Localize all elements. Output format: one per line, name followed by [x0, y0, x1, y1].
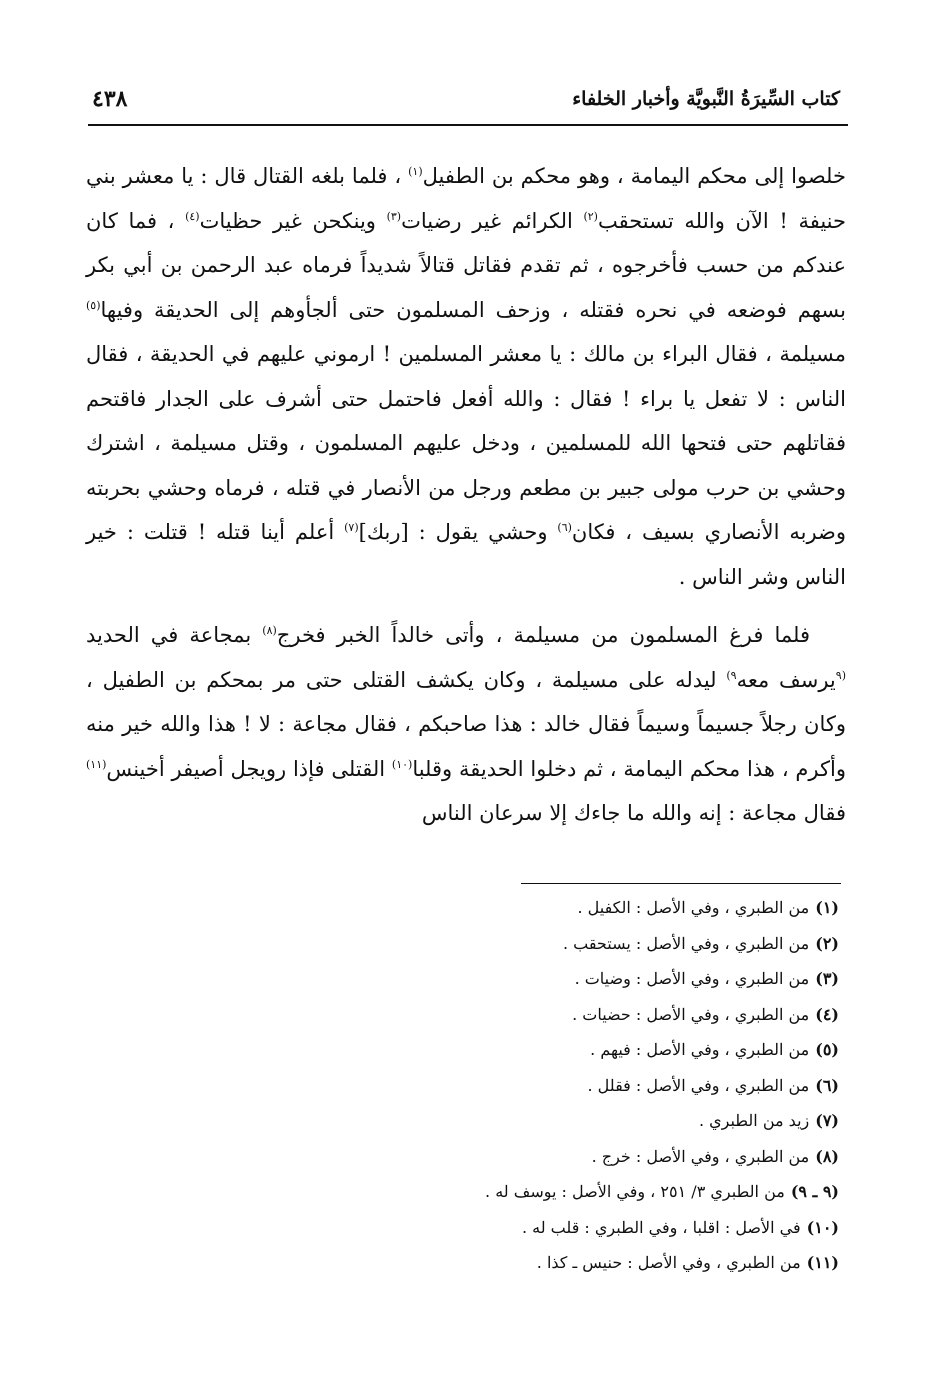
- footnote-number: (١٠): [806, 1217, 839, 1237]
- text-run: خلصوا إلى محكم اليمامة ، وهو محكم بن الطفيل: [422, 164, 846, 188]
- footnote: [279, 961, 839, 997]
- text-run: أعلم أينا قتله ! قتلت : خير الناس وشر الناس .: [86, 520, 846, 589]
- book-title: كتاب السِّيرَةُ النَّبويَّة وأخبار الخلفاء: [572, 88, 840, 110]
- header-rule: [88, 124, 848, 126]
- footnote: [279, 1032, 839, 1068]
- footnote-marker: (٦): [557, 521, 572, 534]
- text-run: القتلى فإذا رويجل أصيفر أخينس: [106, 756, 392, 781]
- footnote: [279, 1245, 839, 1281]
- main-text: [86, 154, 846, 836]
- footnote: [279, 926, 839, 962]
- text-run: يرسف معه: [736, 667, 836, 692]
- footnote-marker: (٨): [262, 624, 277, 637]
- footnote-text: في الأصل : اقلبا ، وفي الطبري : قلب له .: [521, 1217, 801, 1237]
- footnote-text: من الطبري ، وفي الأصل : وضيات .: [574, 969, 810, 988]
- footnote-marker: ٩): [726, 668, 737, 682]
- page-number: ٤٣٨: [92, 86, 128, 112]
- footnote: [279, 1068, 839, 1104]
- footnote-text: من الطبري ، وفي الأصل : الكفيل .: [577, 898, 810, 917]
- footnote-text: من الطبري ٣/ ٢٥١ ، وفي الأصل : يوسف له .: [485, 1182, 785, 1201]
- footnote: [279, 1210, 839, 1246]
- footnote: [279, 890, 839, 926]
- footnotes-list: [279, 890, 839, 1281]
- paragraph: [86, 613, 846, 836]
- footnote: [279, 1103, 839, 1139]
- footnote-marker: (٥): [86, 298, 101, 312]
- footnote-rule: [521, 883, 841, 884]
- text-run: ، فما كان عندكم من حسب فأخرجوه ، ثم تقدم فقاتل قتالاً شديداً فرماه عبد الرحمن بن أبي بكر بسهم فوضعه في نحره فقتله ، وزحف المسلمون حتى ألجأوهم إلى الحديقة وفيها: [86, 208, 846, 322]
- footnote-marker: (١٠): [391, 757, 413, 771]
- footnote-number: (٥): [815, 1040, 839, 1059]
- text-run: وحشي يقول : [ربك]: [358, 520, 558, 544]
- paragraph: [86, 154, 846, 599]
- footnote-marker: (٤): [185, 209, 200, 223]
- footnote-marker: (٩: [835, 668, 846, 682]
- footnote-number: (٨): [815, 1146, 839, 1166]
- footnote-marker: (٧): [344, 521, 359, 534]
- footnote-number: (٧): [815, 1111, 839, 1130]
- text-run: ليدله على مسيلمة ، وكان يكشف القتلى حتى مر بمحكم بن الطفيل ، وكان رجلاً جسيماً وسيماً فقال خالد : هذا صاحبكم ، فقال مجاعة : لا ! هذا والله خير منه وأكرم ، هذا محكم اليمامة ، ثم دخلوا الحديقة وقلبا: [86, 667, 846, 781]
- footnote-marker: (٢): [583, 209, 598, 223]
- footnote-number: (١١): [806, 1253, 839, 1272]
- footnote-text: من الطبري ، وفي الأصل : حنيس ـ كذا .: [536, 1253, 801, 1272]
- footnote-number: (٦): [815, 1075, 839, 1095]
- footnote-number: (٣): [815, 969, 839, 988]
- footnote: [279, 997, 839, 1033]
- footnote-number: (٤): [815, 1004, 839, 1024]
- footnote: [279, 1174, 839, 1210]
- footnote-text: من الطبري ، وفي الأصل : فيهم .: [590, 1040, 810, 1059]
- footnote-text: من الطبري ، وفي الأصل : خرج .: [591, 1146, 810, 1166]
- footnote-number: (٩ ـ ٩): [790, 1182, 839, 1201]
- footnote-marker: (١): [408, 165, 423, 178]
- running-header: [88, 86, 848, 124]
- footnote-marker: (١١): [86, 757, 107, 771]
- text-run: ، فلما بلغه القتال قال : يا معشر بني حنيفة ! الآن والله تستحقب: [86, 164, 847, 233]
- text-run: فقال مجاعة : إنه والله ما جاءك إلا سرعان الناس: [421, 801, 846, 825]
- text-run: الكرائم غير رضيات: [401, 208, 584, 233]
- footnote-text: من الطبري ، وفي الأصل : فقلل .: [587, 1075, 810, 1095]
- text-run: بمجاعة في الحديد: [86, 623, 263, 647]
- footnote-text: من الطبري ، وفي الأصل : يستحقب .: [562, 933, 810, 953]
- text-run: فلما فرغ المسلمون من مسيلمة ، وأتى خالداً الخبر فخرج: [276, 623, 811, 647]
- footnote: [279, 1139, 839, 1175]
- footnote-number: (١): [815, 898, 839, 917]
- footnote-number: (٢): [815, 933, 839, 953]
- text-run: وينكحن غير حظيات: [199, 208, 387, 233]
- text-run: مسيلمة ، فقال البراء بن مالك : يا معشر المسلمين ! ارموني عليهم في الحديقة ، فقال الناس : لا تفعل يا براء ! فقال : والله أفعل فاحتمل حتى أشرف على الجدار فاقتحم فقاتلهم حتى فتحها الله للمسلمين ، ودخل عليهم المسلمون ، وقتل مسيلمة ، اشترك وحشي بن حرب مولى جبير بن مطعم ورجل من الأنصار في قتله ، فرماه وحشي بحربته وضربه الأنصاري بسيف ، فكان: [86, 342, 847, 544]
- footnote-text: زيد من الطبري .: [698, 1111, 810, 1130]
- footnote-text: من الطبري ، وفي الأصل : حضيات .: [572, 1004, 810, 1024]
- footnote-marker: (٣): [386, 209, 402, 223]
